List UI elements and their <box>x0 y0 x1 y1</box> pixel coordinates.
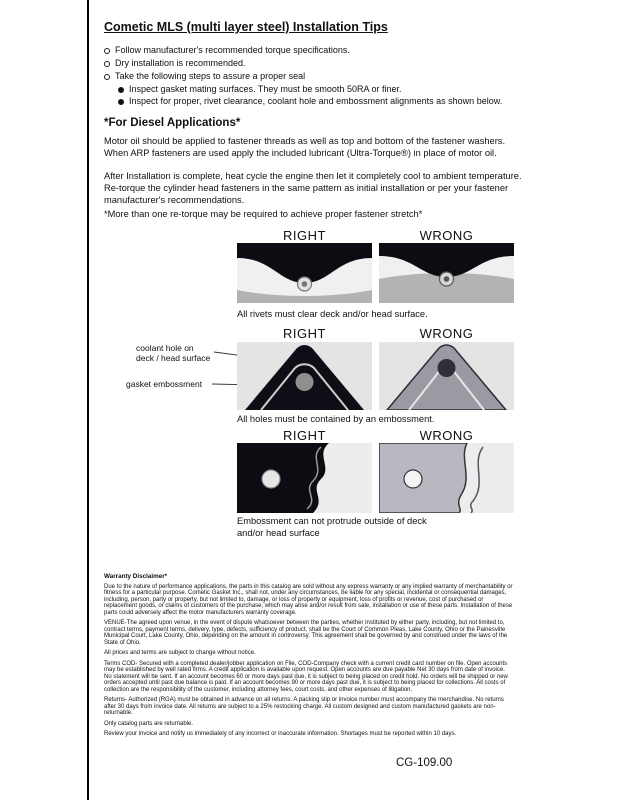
page-number: CG-109.00 <box>396 757 453 769</box>
open-bullet-icon <box>104 61 110 67</box>
open-bullet-icon <box>104 48 110 54</box>
tip-item <box>104 71 305 81</box>
page-edge-rule <box>87 0 89 800</box>
diesel-paragraph-2: After Installation is complete, heat cycle the engine then let it completely cool to ambient temperature. Re-torque the cylinder head fasteners in the same pattern as initial installation or per your fastener manufacturer's recommendations. <box>104 171 522 205</box>
figure-caption: All holes must be contained by an embossment. <box>237 414 435 424</box>
retorque-note: *More than one re-torque may be required to achieve proper fastener stretch* <box>104 209 423 219</box>
tip-item <box>104 58 246 68</box>
figure-embossment-right-image <box>237 443 372 513</box>
right-label: RIGHT <box>283 228 326 243</box>
diesel-paragraph-1: Motor oil should be applied to fastener threads as well as top and bottom of the fastener washers. When ARP fasteners are used apply the included lubricant (Ultra-Torque®) in place of motor oil. <box>104 136 506 158</box>
gasket-embossment-callout: gasket embossment <box>126 379 203 389</box>
filled-bullet-icon <box>118 87 124 93</box>
legal-paragraph: Returns- Authorized (RGA) must be obtained in advance on all returns. A packing slip or invoice number must accompany the merchandise. No returns after 30 days from invoice date. All returns are subject to a 25% restocking charge. All custom designed and custom manufactured gaskets are non-returnable. <box>104 697 504 716</box>
tip-sub-item <box>118 96 502 106</box>
wrong-label: WRONG <box>419 326 474 341</box>
legal-paragraph: Review your invoice and notify us immediately of any incorrect or inaccurate information. Shortages must be reported within 10 days. <box>104 731 457 737</box>
warranty-disclaimer-heading: Warranty Disclaimer* <box>104 573 168 580</box>
page-title: Cometic MLS (multi layer steel) Installation Tips <box>104 20 388 34</box>
tip-text: Inspect for proper, rivet clearance, coolant hole and embossment alignments as shown below. <box>129 96 503 106</box>
figure-caption: Embossment can not protrude outside of deck and/or head surface <box>237 516 427 538</box>
right-label: RIGHT <box>283 428 326 443</box>
legal-paragraph: Only catalog parts are returnable. <box>104 720 194 727</box>
figure-caption: All rivets must clear deck and/or head surface. <box>237 309 428 319</box>
legal-paragraph: Terms COD- Secured with a completed dealer/jobber application on File, COD-Company check with a current credit card number on file. Open accounts may be established by well rated firms. A credit application is available upon request. Open accounts are due payable Net 30 days from date of invoice. No statement will be sent. If an account becomes 60 or more days past due, it is subject to being placed on credit hold. No orders will be shipped or new orders accepted until past due balance is paid. If an account becomes 90 or more days past due, it is subject to being placed for collections. All costs of collection are the responsibility of the customer, including attorney fees, court costs, and other expenses of litigation. <box>104 660 508 693</box>
figure-rivets-wrong-image <box>379 243 514 303</box>
coolant-hole-callout: coolant hole on deck / head surface <box>136 343 211 363</box>
tip-text: Inspect gasket mating surfaces. They must be smooth 50RA or finer. <box>129 84 402 94</box>
right-label: RIGHT <box>283 326 326 341</box>
legal-paragraph: Due to the nature of performance applications, the parts in this catalog are sold without any express warranty or any implied warranty of merchantability or fitness for a particular purpose. Cometic Gasket Inc., shall not, under any circumstances, be liable for any special, incidental or consequential damages, including, person, party or property, but not limited to, damage, or loss of property or equipment, loss of profits or revenue, cost of purchased or replacement goods, or claims of customers of the purchase, which may arise and/or result from sale, installation or use of these parts. Installation of these parts could adversely affect the motor manufacturers warranty coverage. <box>104 583 513 616</box>
legal-paragraph: All prices and terms are subject to change without notice. <box>104 650 256 656</box>
wrong-label: WRONG <box>419 228 474 243</box>
figure-rivets-right-image <box>237 243 372 303</box>
tip-text: Take the following steps to assure a proper seal <box>115 71 306 81</box>
tip-sub-item <box>118 84 401 94</box>
figure-holes-right-image <box>237 342 372 410</box>
tip-text: Dry installation is recommended. <box>115 58 246 68</box>
wrong-label: WRONG <box>419 428 474 443</box>
tip-text: Follow manufacturer's recommended torque specifications. <box>115 45 350 55</box>
legal-section <box>104 574 514 742</box>
figure-embossment-wrong-image <box>379 443 514 513</box>
legal-paragraph: VENUE-The agreed upon venue, in the event of dispute whatsoever between the parties, whether instituted by either party, including, but not limited to, contract terms, payment terms, delivery, type, defects, sufficiency of product, shall be the Court of Common Pleas, Lake County, Ohio or the Painesville Municipal Court, Lake County, Ohio, depending on the amount in controversy. This agreement shall be governed by and construed under the laws of the State of Ohio. <box>104 620 508 646</box>
open-bullet-icon <box>104 74 110 80</box>
filled-bullet-icon <box>118 99 124 105</box>
figure-holes-wrong-image <box>379 342 514 410</box>
diesel-heading: *For Diesel Applications* <box>104 117 241 129</box>
tip-item <box>104 45 350 55</box>
